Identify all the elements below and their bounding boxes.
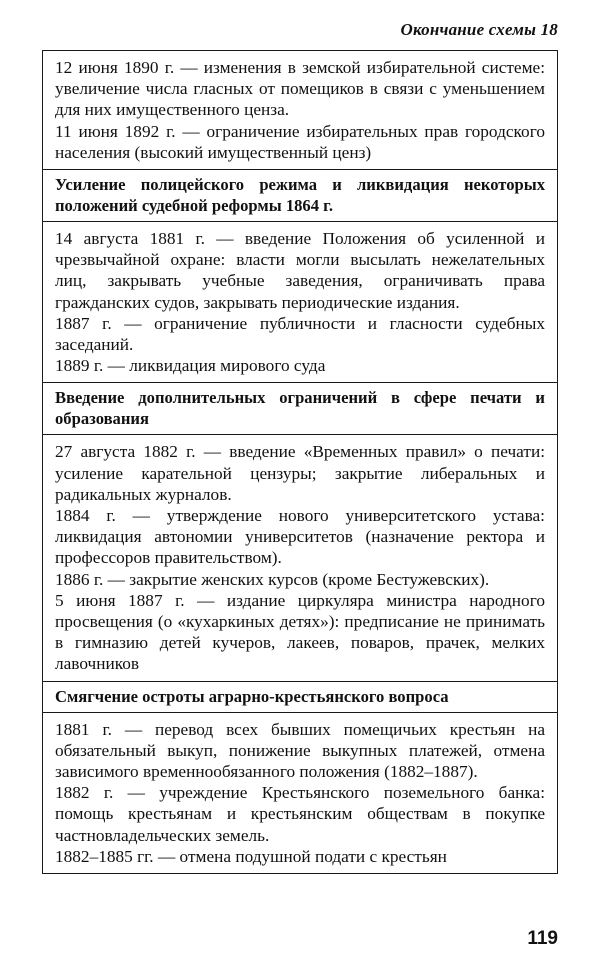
entry-1889: 1889 г. — ликвидация мирового суда	[55, 356, 326, 376]
entry-1892: 11 июня 1892 г. — ограничение избирательных прав городского населения (высокий имущественный ценз)	[55, 121, 545, 162]
entry-1886: 1886 г. — закрытие женских курсов (кроме Бестужевских).	[55, 569, 490, 589]
entry-1882-bank: 1882 г. — учреждение Крестьянского поземельного банка: помощь крестьянам и крестьянским обществам в покупке частновладельческих земель.	[55, 783, 545, 845]
police-regime-cell	[43, 221, 557, 382]
section-heading-press: Введение дополнительных ограничений в сфере печати и образования	[43, 382, 557, 434]
entry-1881-buyout: 1881 г. — перевод всех бывших помещичьих крестьян на обязательный выкуп, понижение выкупных платежей, отмена зависимого временнообязанного положения (1882–1887).	[55, 719, 545, 782]
section-heading-agrarian: Смягчение остроты аграрно-крестьянского вопроса	[43, 681, 557, 712]
agrarian-cell	[43, 712, 557, 873]
entry-1887-circular: 5 июня 1887 г. — издание циркуляра министра народного просвещения (о «кухаркиных детях»): предписание не принимать в гимназию детей кучеров, лакеев, поваров, прачек, мелких лавочников	[55, 590, 545, 674]
page-number: 119	[527, 928, 558, 949]
entry-1884: 1884 г. — утверждение нового университетского устава: ликвидация автономии университетов (назначение ректора и профессоров правительством).	[55, 506, 545, 568]
scheme-table	[42, 50, 558, 874]
entry-1881-august: 14 августа 1881 г. — введение Положения об усиленной и чрезвычайной охране: власти могли высылать нежелательных лиц, закрывать учебные заведения, ограничивать права гражданских судов, закрывать периодические издания.	[55, 229, 545, 312]
entry-1882-1885: 1882–1885 гг. — отмена подушной подати с крестьян	[55, 846, 447, 866]
section-heading-police: Усиление полицейского режима и ликвидация некоторых положений судебной реформы 1864 г.	[43, 169, 557, 221]
entry-1890: 12 июня 1890 г. — изменения в земской избирательной системе: увеличение числа гласных от помещиков в связи с уменьшением для них имущественного ценза.	[55, 58, 545, 120]
zemstvo-reform-cell	[43, 51, 557, 169]
running-head: Окончание схемы 18	[400, 20, 558, 39]
press-education-cell	[43, 434, 557, 680]
entry-1882-press: 27 августа 1882 г. — введение «Временных правил» о печати: усиление карательной цензуры; закрытие либеральных и радикальных журналов.	[55, 442, 545, 504]
entry-1887-courts: 1887 г. — ограничение публичности и гласности судебных заседаний.	[55, 313, 545, 355]
